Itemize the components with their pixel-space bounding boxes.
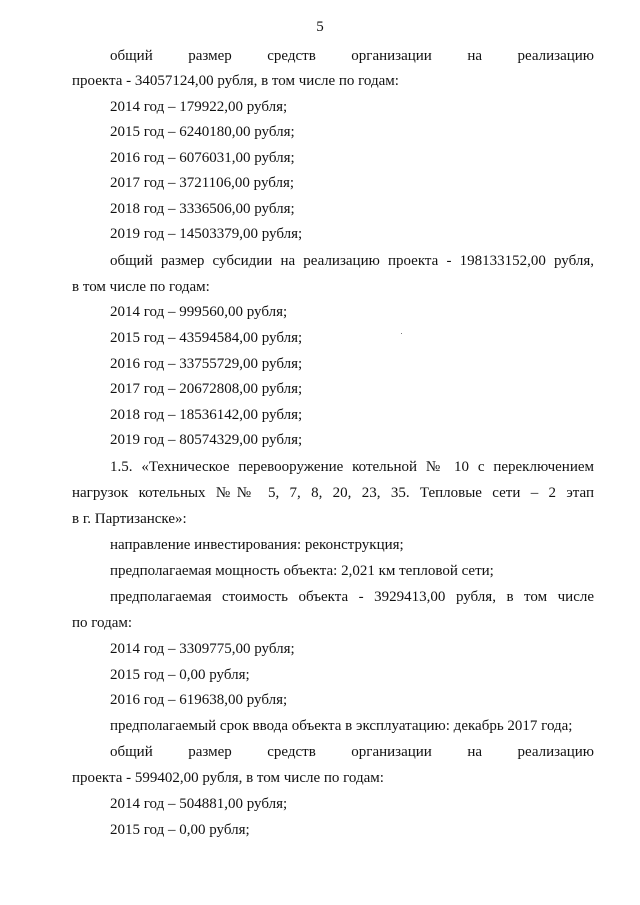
text-line: 2018 год – 3336506,00 рубля;: [110, 201, 295, 217]
text-line: 2014 год – 3309775,00 рубля;: [110, 641, 295, 657]
text-line: общий размер субсидии на реализацию проекта - 198133152,00 рубля,: [110, 253, 594, 269]
text-line: 2018 год – 18536142,00 рубля;: [110, 407, 303, 423]
text-line: 2016 год – 619638,00 рубля;: [110, 692, 288, 708]
text-line: 2019 год – 14503379,00 рубля;: [110, 226, 303, 242]
scan-speck: [401, 333, 402, 334]
text-line: 2014 год – 179922,00 рубля;: [110, 99, 288, 115]
text-line: 2017 год – 3721106,00 рубля;: [110, 175, 295, 191]
text-line: предполагаемая стоимость объекта - 3929413,00 рубля, в том числе: [110, 589, 594, 605]
text-line: проекта - 34057124,00 рубля, в том числе по годам:: [72, 73, 399, 89]
text-line: 2014 год – 504881,00 рубля;: [110, 796, 288, 812]
text-line: 2016 год – 33755729,00 рубля;: [110, 356, 303, 372]
text-line: по годам:: [72, 615, 133, 631]
text-line: 2015 год – 0,00 рубля;: [110, 822, 250, 838]
text-line: предполагаемый срок ввода объекта в эксплуатацию: декабрь 2017 года;: [110, 718, 573, 734]
text-line: 2016 год – 6076031,00 рубля;: [110, 150, 295, 166]
text-line: общий размер средств организации на реализацию: [110, 48, 594, 64]
text-line: 2014 год – 999560,00 рубля;: [110, 304, 288, 320]
text-line: в том числе по годам:: [72, 279, 210, 295]
text-line: предполагаемая мощность объекта: 2,021 км тепловой сети;: [110, 563, 494, 579]
text-line: проекта - 599402,00 рубля, в том числе по годам:: [72, 770, 384, 786]
text-line: направление инвестирования: реконструкция;: [110, 537, 404, 553]
text-line: 2017 год – 20672808,00 рубля;: [110, 381, 303, 397]
text-line: 1.5. «Техническое перевооружение котельной № 10 с переключением: [110, 459, 594, 475]
text-line: общий размер средств организации на реализацию: [110, 744, 594, 760]
text-line: 2015 год – 6240180,00 рубля;: [110, 124, 295, 140]
text-line: 2015 год – 43594584,00 рубля;: [110, 330, 303, 346]
text-line: нагрузок котельных №№ 5, 7, 8, 20, 23, 35. Тепловые сети – 2 этап: [72, 485, 594, 501]
text-line: 2019 год – 80574329,00 рубля;: [110, 432, 303, 448]
page-number: 5: [316, 19, 324, 35]
text-line: 2015 год – 0,00 рубля;: [110, 667, 250, 683]
text-line: в г. Партизанске»:: [72, 511, 187, 527]
